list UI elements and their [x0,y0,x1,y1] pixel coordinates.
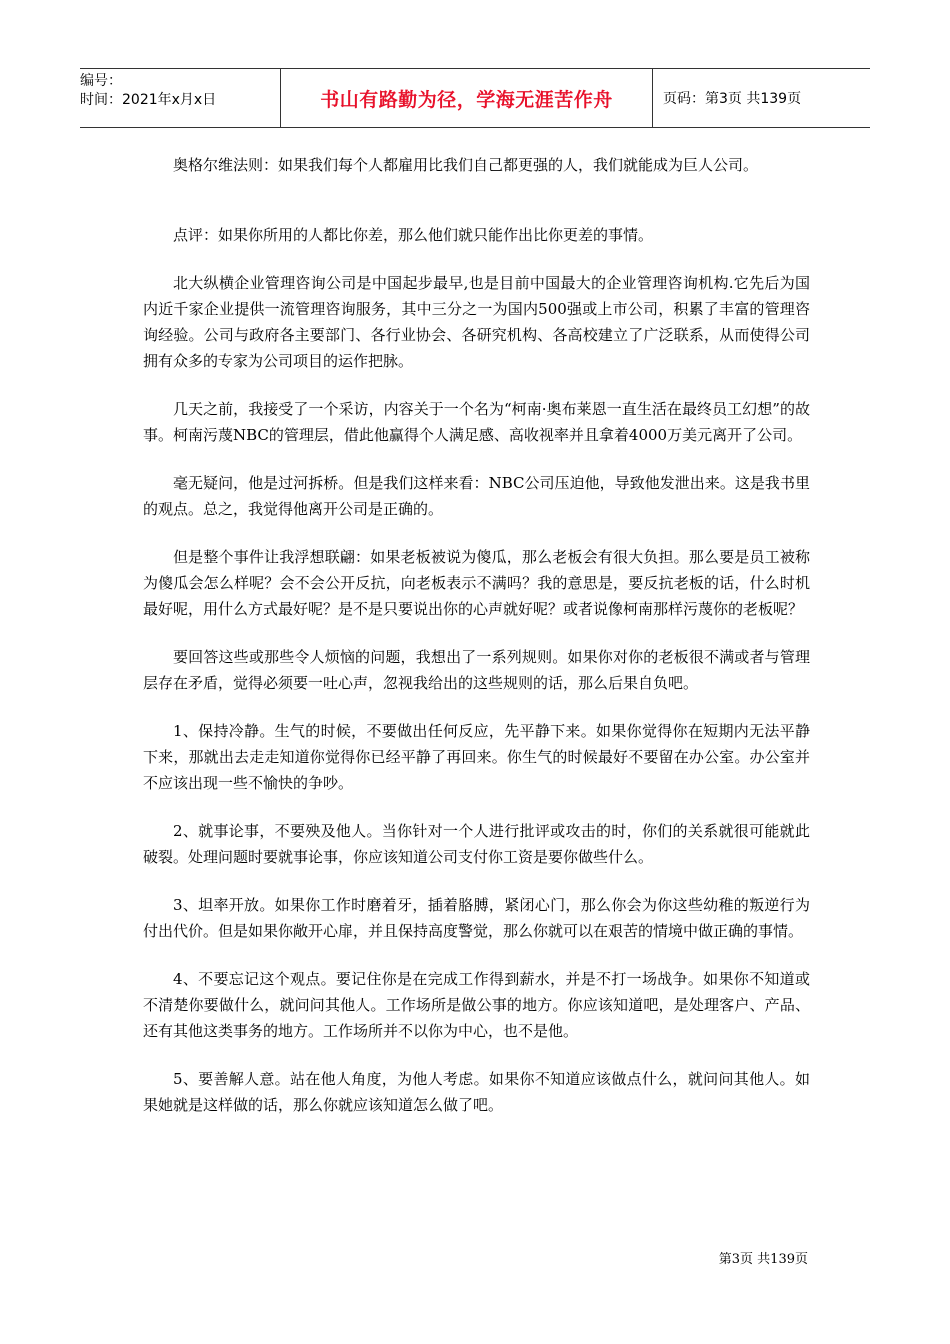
paragraph: 2、就事论事，不要殃及他人。当你针对一个人进行批评或攻击的时，你们的关系就很可能就此破裂。处理问题时要就事论事，你应该知道公司支付你工资是要你做些什么。 [143,822,810,866]
paragraph: 1、保持冷静。生气的时候，不要做出任何反应，先平静下来。如果你觉得你在短期内无法平静下来，那就出去走走知道你觉得你已经平静了再回来。你生气的时候最好不要留在办公室。办公室并不应该出现一些不愉快的争吵。 [143,722,810,792]
paragraph: 奥格尔维法则：如果我们每个人都雇用比我们自己都更强的人，我们就能成为巨人公司。 [173,156,759,174]
paragraph: 要回答这些或那些令人烦恼的问题，我想出了一系列规则。如果你对你的老板很不满或者与管理层存在矛盾，觉得必须要一吐心声，忽视我给出的这些规则的话，那么后果自负吧。 [143,648,810,692]
paragraph: 3、坦率开放。如果你工作时磨着牙，插着胳膊，紧闭心门，那么你会为你这些幼稚的叛逆行为付出代价。但是如果你敞开心扉，并且保持高度警觉，那么你就可以在艰苦的情境中做正确的事情。 [143,896,810,940]
paragraph: 4、不要忘记这个观点。要记住你是在完成工作得到薪水，并是不打一场战争。如果你不知道或不清楚你要做什么，就问问其他人。工作场所是做公事的地方。你应该知道吧，是处理客户、产品、还有其他这类事务的地方。工作场所并不以你为中心，也不是他。 [143,970,810,1040]
page-footer-number: 第3页 共139页 [718,1252,808,1267]
header-motto: 书山有路勤为径，学海无涯苦作舟 [281,69,653,127]
page-header [80,68,870,128]
header-page-number: 页码：第3页 共139页 [663,91,802,107]
paragraph: 但是整个事件让我浮想联翩：如果老板被说为傻瓜，那么老板会有很大负担。那么要是员工被称为傻瓜会怎么样呢？会不会公开反抗，向老板表示不满吗？我的意思是，要反抗老板的话，什么时机最好呢，用什么方式最好呢？是不是只要说出你的心声就好呢？或者说像柯南那样污蔑你的老板呢？ [143,548,810,618]
header-meta [80,69,281,127]
paragraph: 北大纵横企业管理咨询公司是中国起步最早,也是目前中国最大的企业管理咨询机构.它先后为国内近千家企业提供一流管理咨询服务，其中三分之一为国内500强或上市公司，积累了丰富的管理咨询经验。公司与政府各主要部门、各行业协会、各研究机构、各高校建立了广泛联系，从而使得公司拥有众多的专家为公司项目的运作把脉。 [143,274,810,370]
paragraph: 点评：如果你所用的人都比你差，那么他们就只能作出比你更差的事情。 [173,226,654,244]
doc-number-label: 编号： [80,73,122,89]
paragraph: 几天之前，我接受了一个采访，内容关于一个名为“柯南·奥布莱恩一直生活在最终员工幻想”的故事。柯南污蔑NBC的管理层，借此他赢得个人满足感、高收视率并且拿着4000万美元离开了公司。 [143,400,810,444]
paragraph: 5、要善解人意。站在他人角度，为他人考虑。如果你不知道应该做点什么，就问问其他人。如果她就是这样做的话，那么你就应该知道怎么做了吧。 [143,1070,810,1114]
date-label: 时间：2021年x月x日 [80,92,217,108]
paragraph: 毫无疑问，他是过河拆桥。但是我们这样来看：NBC公司压迫他，导致他发泄出来。这是我书里的观点。总之，我觉得他离开公司是正确的。 [143,474,810,518]
document-body [143,152,810,1118]
